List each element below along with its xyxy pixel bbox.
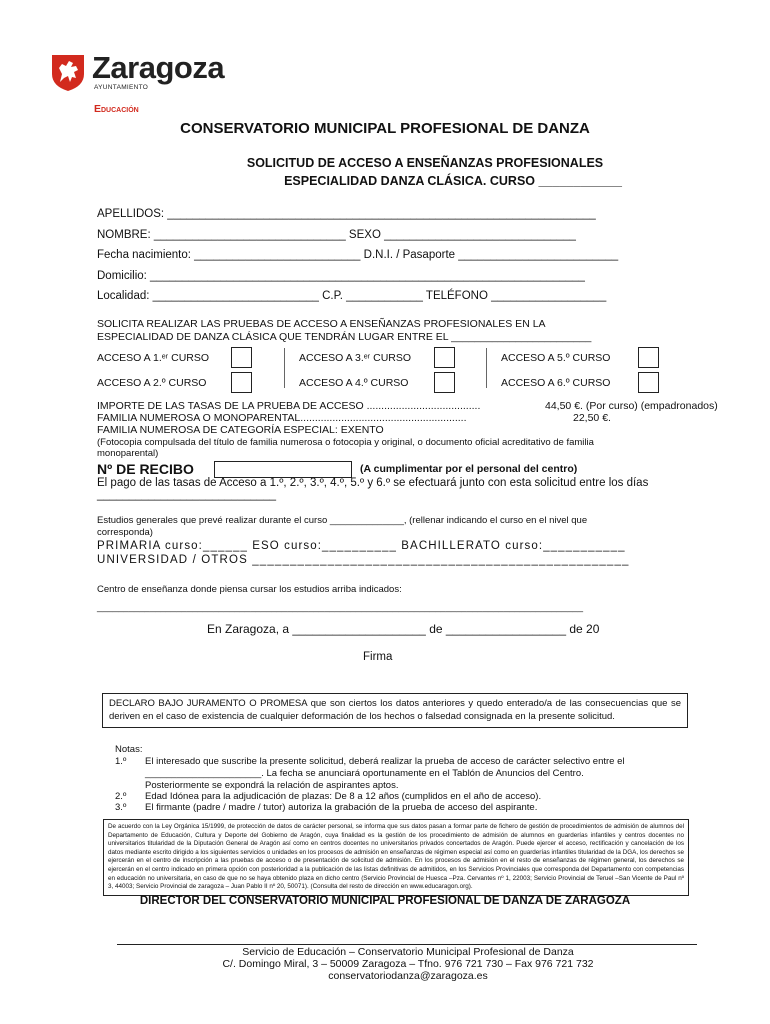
pago-dias-field[interactable]: ____________________________ [97,489,277,501]
domicilio-field[interactable]: Domicilio: ____________________________________________________________________ [97,270,585,282]
acceso-1-checkbox[interactable] [231,347,252,368]
director-heading: DIRECTOR DEL CONSERVATORIO MUNICIPAL PROFESIONAL DE DANZA DE ZARAGOZA [139,895,631,907]
recibo-input[interactable] [214,461,352,478]
subtitle-solicitud: SOLICITUD DE ACCESO A ENSEÑANZAS PROFESIONALES [246,156,604,170]
centro-label: Centro de enseñanza donde piensa cursar los estudios arriba indicados: [97,584,402,595]
logo-title: Zaragoza [92,50,225,85]
firma-label: Firma [363,651,393,663]
tasas-importe: IMPORTE DE LAS TASAS DE LA PRUEBA DE ACCESO ....................................... [97,400,481,412]
estudios-niveles-field[interactable]: PRIMARIA curso:______ ESO curso:__________ BACHILLERATO curso:___________ [97,540,626,552]
localidad-cp-telefono-field[interactable]: Localidad: __________________________ C.P. ____________ TELÉFONO __________________ [97,290,607,302]
acceso-3-checkbox[interactable] [434,347,455,368]
nota-1-number: 1.º [115,756,127,767]
zaragoza-shield-icon [48,52,88,92]
acceso-5-checkbox[interactable] [638,347,659,368]
tasas-note: (Fotocopia compulsada del título de familia numerosa o fotocopia y original, o documento oficial acreditativo de familia [97,437,594,448]
centro-field[interactable]: ____________________________________________________________________________________________ [97,602,584,613]
nota-2-text: Edad Idónea para la adjudicación de plazas: De 8 a 12 años (cumplidos en el año de acceso). [145,791,542,802]
solicita-fechas-text[interactable]: ESPECIALIDAD DE DANZA CLÁSICA QUE TENDRÁN LUGAR ENTRE EL ________________________ [97,331,592,343]
nota-3-number: 3.º [115,802,127,813]
pago-text: El pago de las tasas de Acceso a 1.º, 2.º, 3.º, 4.º, 5.º y 6.º se efectuará junto con esta solicitud entre los días [97,477,649,489]
acceso-3-label: ACCESO A 3.ᵉʳ CURSO [299,352,412,364]
estudios-otros-field[interactable]: UNIVERSIDAD / OTROS __________________________________________________ [97,554,630,566]
nota-1-fecha-field[interactable]: ______________________. La fecha se anunciará oportunamente en el Tablón de Anuncios del Centro. [145,768,584,779]
tasas-importe-price: 44,50 €. (Por curso) (empadronados) [545,400,718,412]
solicita-text: SOLICITA REALIZAR LAS PRUEBAS DE ACCESO A ENSEÑANZAS PROFESIONALES EN LA [97,318,546,330]
tasas-note-cont: monoparental) [97,448,159,459]
logo [48,52,88,92]
tasas-familia-price: 22,50 €. [573,412,611,424]
tasas-familia-numerosa: FAMILIA NUMEROSA O MONOPARENTAL......................................................... [97,412,467,424]
notas-title: Notas: [115,744,143,755]
legal-notice: De acuerdo con la Ley Orgánica 15/1999, de protección de datos de carácter personal, se informa que sus datos pasan a formar parte de fichero de gestión de procedimientos de admisión de alumnos del Departamento de Educación, Cultura y Deporte del Gobierno de Aragón, cuya finalidad es la gestión de los procedimiento de admisión de alumnos en guarderías infantiles y centros docentes no universitarios titularidad de la Diputación General de Aragón así como en centros docentes no universitarios privados concertados de Aragón. Puede ejercer el acceso, rectificación y cancelación de los datos mediante escrito dirigido a los siguientes servicios o unidades en los procesos de admisión en enseñanzas de régimen especial así como en guarderías infantiles titularidad de la DGA, los derechos se ejercerán en el centro de inscripción a las pruebas de acceso o de presentación de solicitud de admisión. En los procesos de admisión en el resto de enseñanzas de régimen general, los derechos se ejercerán en el centro indicado en primera opción con posterioridad a la publicación de las listas definitivas de admitidos, en los Servicios Provinciales que corresponda del Departamento con competencias en educación no universitaria, en caso de que no se haya obtenido plaza en dicho centro (Servicio Provincial de Huesca –Pza. Cervantes nº 1, 22003; Servicio Provincial de Teruel –San Vicente de Paul nº 3, 44003; Servicio Provincial de zaragoza – Juan Pablo II nº 20, 50071). (Consulta del resto de dirección en www.educaragon.org). [103,819,689,896]
nota-1-text-cont: Posteriormente se expondrá la relación de aspirantes aptos. [145,780,399,791]
acceso-4-label: ACCESO A 4.º CURSO [299,377,409,389]
nombre-sexo-field[interactable]: NOMBRE: ______________________________ SEXO ______________________________ [97,229,576,241]
fecha-dni-field[interactable]: Fecha nacimiento: __________________________ D.N.I. / Pasaporte _________________________ [97,249,619,261]
estudios-text-cont: corresponda) [97,527,153,538]
acceso-1-label: ACCESO A 1.ᵉʳ CURSO [97,352,210,364]
nota-3-text: El firmante (padre / madre / tutor) autoriza la grabación de la prueba de acceso del aspirante. [145,802,538,813]
apellidos-field[interactable]: APELLIDOS: ___________________________________________________________________ [97,208,596,220]
recibo-note: (A cumplimentar por el personal del centro) [360,463,578,475]
acceso-2-checkbox[interactable] [231,372,252,393]
acceso-6-checkbox[interactable] [638,372,659,393]
footer-divider [117,944,697,945]
tasas-exento: FAMILIA NUMEROSA DE CATEGORÍA ESPECIAL: EXENTO [97,424,384,436]
acceso-5-label: ACCESO A 5.º CURSO [501,352,611,364]
lugar-fecha-field[interactable]: En Zaragoza, a ____________________ de __________________ de 20 [207,622,600,636]
acceso-4-checkbox[interactable] [434,372,455,393]
footer-address: C/. Domingo Miral, 3 – 50009 Zaragoza – Tfno. 976 721 730 – Fax 976 721 732 [222,958,594,970]
acceso-6-label: ACCESO A 6.º CURSO [501,377,611,389]
divider [284,348,285,388]
recibo-label: Nº DE RECIBO [97,461,194,477]
estudios-text[interactable]: Estudios generales que prevé realizar durante el curso ______________, (rellenar indicando el curso en el nivel que [97,515,588,526]
divider [486,348,487,388]
page-title: CONSERVATORIO MUNICIPAL PROFESIONAL DE DANZA [180,120,590,137]
nota-1-text: El interesado que suscribe la presente solicitud, deberá realizar la prueba de acceso de carácter selectivo entre el [145,756,625,767]
nota-2-number: 2.º [115,791,127,802]
declaro-box: DECLARO BAJO JURAMENTO O PROMESA que son ciertos los datos anteriores y quedo enterado/a de las consecuencias que se deriven en el caso de existencia de cualquier deformación de los hechos o falsedad consignada en la presente solicitud. [102,693,688,728]
logo-subtitle: AYUNTAMIENTO [94,84,149,91]
footer-email[interactable]: conservatoriodanza@zaragoza.es [328,970,488,982]
footer-line-1: Servicio de Educación – Conservatorio Municipal Profesional de Danza [242,946,574,958]
department-label: Educación [94,103,139,115]
acceso-2-label: ACCESO A 2.º CURSO [97,377,207,389]
subtitle-especialidad: ESPECIALIDAD DANZA CLÁSICA. CURSO ____________ [284,174,622,188]
